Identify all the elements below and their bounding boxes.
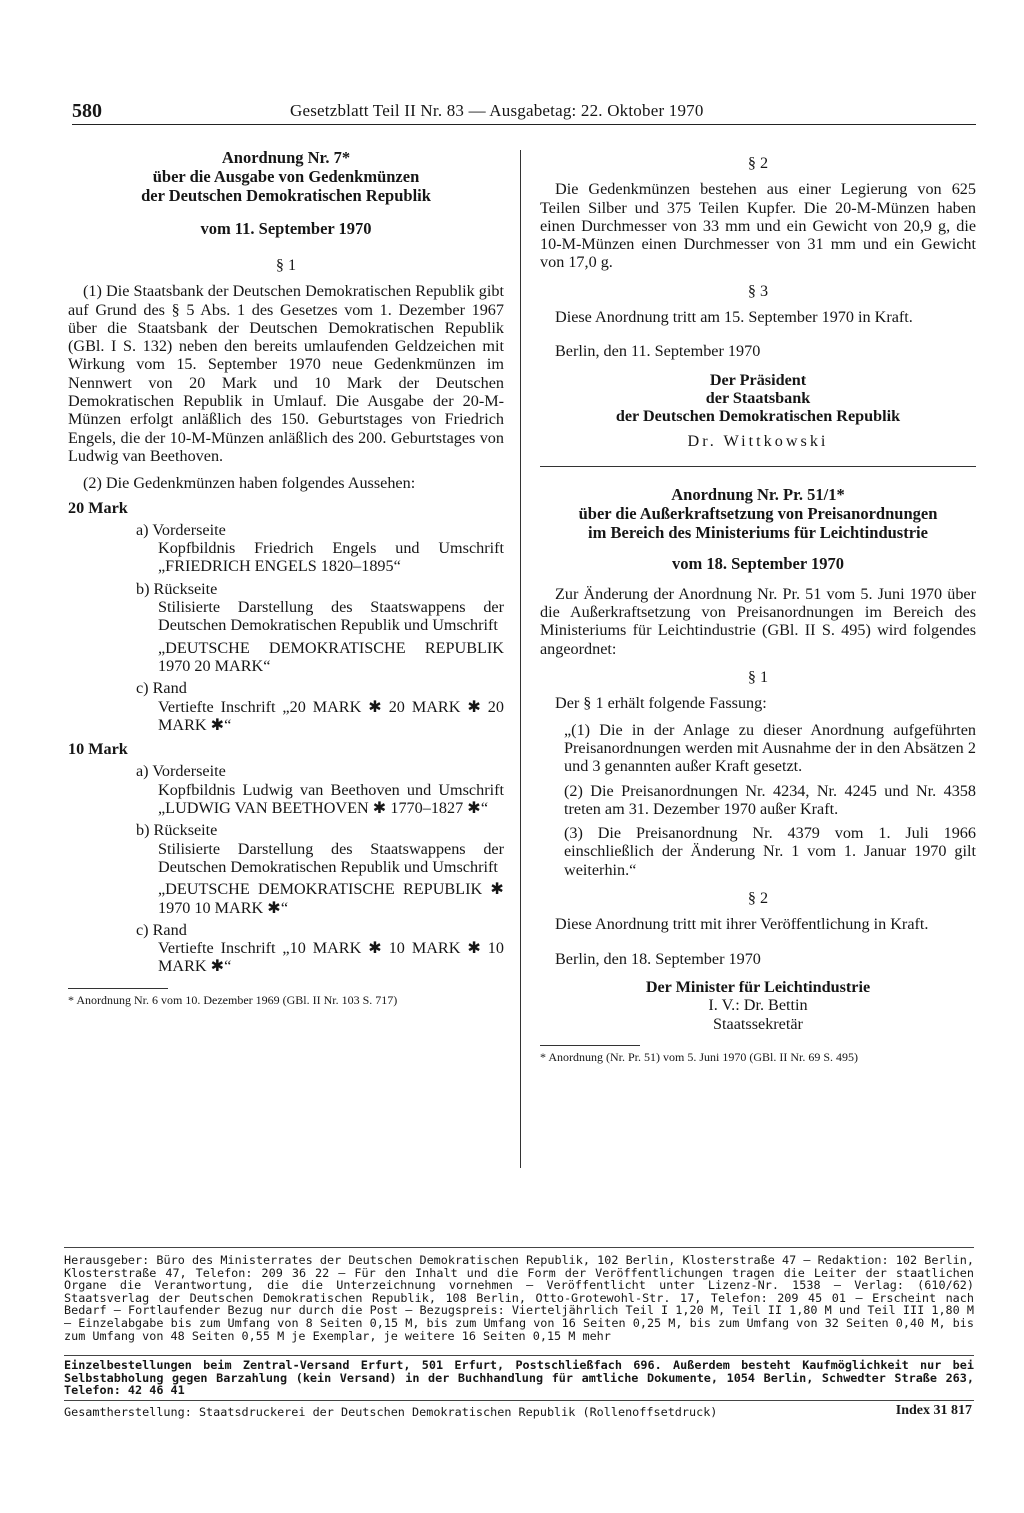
decree-51-signatory-2: I. V.: Dr. Bettin xyxy=(708,996,808,1015)
coin-10-reverse-label: b) Rückseite xyxy=(136,821,218,840)
imprint-rule-top xyxy=(64,1247,974,1248)
imprint-publisher: Herausgeber: Büro des Ministerrates der Deutschen Demokratischen Republik, 102 Berlin, Klosterstraße 47 — Redaktion: 102 Berlin, Klosterstraße 47, Telefon: 209 36 22 — Für den Inhalt und die Form der Veröffentlichungen tragen die Leiter der staatlichen Organe die Verantwortung, die die Unterzeichnung vornehmen — Veröffentlicht unter Lizenz-Nr. 1538 — Verlag: (610/62) Staatsverlag der Deutschen Demokratischen Republik, 108 Berlin, Otto-Grotewohl-Str. 17, Telefon: 209 45 01 — Erscheint nach Bedarf — Fortlaufender Bezug nur durch die Post — Bezugspreis: Vierteljährlich Teil I 1,20 M, Teil II 1,80 M und Teil III 1,80 M — Einzelabgabe bis zum Umfang von 8 Seiten 0,15 M, bis zum Umfang von 16 Seiten 0,25 M, bis zum Umfang von 32 Seiten 0,40 M, bis zum Umfang von 48 Seiten 0,55 M je Exemplar, je weitere 16 Seiten 0,15 M mehr xyxy=(64,1253,974,1343)
coin-20-edge-label: c) Rand xyxy=(136,679,187,698)
decree-51-quote-1: „(1) Die in der Anlage zu dieser Anordnung aufgeführten Preisanordnungen werden mit Ausnahme der in den Absätzen 2 und 3 genannten außer Kraft gesetzt. xyxy=(564,720,976,776)
decree-7-title-line-2: über die Ausgabe von Gedenkmünzen xyxy=(152,167,420,186)
imprint-printer: Gesamtherstellung: Staatsdruckerei der Deutschen Demokratischen Republik (Rollenoffsetdruck) xyxy=(64,1405,718,1419)
decree-51-section-2-heading: § 2 xyxy=(747,889,769,908)
decree-7-place-date: Berlin, den 11. September 1970 xyxy=(555,342,761,361)
coin-20-obverse-label: a) Vorderseite xyxy=(136,520,226,539)
decree-7-section-1-heading: § 1 xyxy=(275,256,297,274)
coin-20-edge-text: Vertiefte Inschrift „20 MARK ✱ 20 MARK ✱ 20 MARK ✱“ xyxy=(158,697,504,734)
decree-7-signatory-3: der Deutschen Demokratischen Republik xyxy=(615,407,901,426)
decree-51-signatory-1: Der Minister für Leichtindustrie xyxy=(645,977,871,996)
decree-51-place-date: Berlin, den 18. September 1970 xyxy=(555,949,761,968)
decree-51-title-line-2: über die Außerkraftsetzung von Preisanordnungen xyxy=(578,503,938,523)
running-head: Gesetzblatt Teil II Nr. 83 — Ausgabetag: 22. Oktober 1970 xyxy=(290,101,704,120)
decree-7-paragraph-1: (1) Die Staatsbank der Deutschen Demokratischen Republik gibt auf Grund des § 5 Abs. 1 des Gesetzes vom 1. Dezember 1967 über die Staatsbank der Deutschen Demokratischen Republik (GBl. I S. 132) neben den bereits umlaufenden Geldzeichen mit Wirkung vom 15. September 1970 neue Gedenkmünzen im Nennwert von 20 Mark und 10 Mark der Deutschen Demokratischen Republik in Umlauf. Die Ausgabe der 20-M-Münzen erfolgt anläßlich des 150. Geburtstages von Friedrich Engels, die der 10-M-Münzen anläßlich des 200. Geburtstages von Ludwig van Beethoven. xyxy=(68,282,504,465)
decree-7-signature-name: Dr. Wittkowski xyxy=(687,431,829,450)
footnote-rule xyxy=(540,1045,640,1046)
imprint-orders: Einzelbestellungen beim Zentral-Versand Erfurt, 501 Erfurt, Postschließfach 696. Außerdem besteht Kaufmöglichkeit nur bei Selbstabholung gegen Barzahlung (kein Versand) in der Buchhandlung für amtliche Dokumente, 1054 Berlin, Schwedter Straße 263, Telefon: 42 46 41 xyxy=(64,1358,974,1398)
imprint-rule-middle xyxy=(64,1355,974,1356)
decree-51-quote-3: (3) Die Preisanordnung Nr. 4379 vom 1. Juli 1966 einschließlich der Änderung Nr. 1 vom 1. Januar 1970 gilt weiterhin.“ xyxy=(564,824,976,879)
coin-20-reverse-text: Stilisierte Darstellung des Staatswappens der Deutschen Demokratischen Republik und Umschrift xyxy=(158,598,504,635)
page-number: 580 xyxy=(72,100,102,122)
decree-7-section-3-heading: § 3 xyxy=(747,281,769,300)
decree-7-section-2-text: Die Gedenkmünzen bestehen aus einer Legierung von 625 Teilen Silber und 375 Teilen Kupfer. Die 20-M-Münzen haben einen Durchmesser von 33 mm und ein Gewicht von 20,9 g, die 10-M-Münzen einen Durchmesser von 31 mm und ein Gewicht von 17,0 g. xyxy=(540,180,976,272)
coin-10-obverse-text: Kopfbildnis Ludwig van Beethoven und Umschrift „LUDWIG VAN BEETHOVEN ✱ 1770–1827 ✱“ xyxy=(158,780,504,818)
footnote-rule xyxy=(68,988,168,989)
coin-10-reverse-inscription: „DEUTSCHE DEMOKRATISCHE REPUBLIK ✱ 1970 10 MARK ✱“ xyxy=(158,880,504,917)
decree-7-title-line-1: Anordnung Nr. 7* xyxy=(221,148,351,167)
index-number: Index 31 817 xyxy=(895,1403,972,1418)
coin-10-mark-heading: 10 Mark xyxy=(68,740,128,759)
coin-10-edge-label: c) Rand xyxy=(136,920,187,939)
decree-51-title-line-1: Anordnung Nr. Pr. 51/1* xyxy=(671,484,845,504)
decree-7-paragraph-2: (2) Die Gedenkmünzen haben folgendes Aussehen: xyxy=(83,474,416,493)
decree-7-date: vom 11. September 1970 xyxy=(200,219,372,238)
decree-51-signatory-3: Staatssekretär xyxy=(713,1014,803,1033)
decree-51-date: vom 18. September 1970 xyxy=(671,553,844,573)
decree-51-title-line-3: im Bereich des Ministeriums für Leichtindustrie xyxy=(588,522,928,542)
right-column xyxy=(540,148,976,1064)
decree-51-intro: Zur Änderung der Anordnung Nr. Pr. 51 vom 5. Juni 1970 über die Außerkraftsetzung von Preisanordnungen im Bereich des Ministeriums für Leichtindustrie (GBl. II S. 495) wird folgendes angeordnet: xyxy=(540,584,976,658)
coin-10-edge-text: Vertiefte Inschrift „10 MARK ✱ 10 MARK ✱ 10 MARK ✱“ xyxy=(158,939,504,976)
decree-7-section-3-text: Diese Anordnung tritt am 15. September 1970 in Kraft. xyxy=(555,308,913,327)
decree-7-signatory-2: der Staatsbank xyxy=(705,388,811,407)
decree-7-section-2-heading: § 2 xyxy=(747,154,769,172)
left-column xyxy=(68,148,504,1007)
decree-7-footnote: * Anordnung Nr. 6 vom 10. Dezember 1969 (GBl. II Nr. 103 S. 717) xyxy=(68,992,398,1007)
decree-separator xyxy=(540,466,976,467)
column-divider xyxy=(520,150,521,1168)
coin-20-mark-heading: 20 Mark xyxy=(68,498,128,517)
decree-51-section-1-heading: § 1 xyxy=(747,668,769,687)
imprint-rule-bottom xyxy=(64,1400,974,1401)
coin-10-reverse-text: Stilisierte Darstellung des Staatswappens der Deutschen Demokratischen Republik und Umschrift xyxy=(158,839,504,876)
coin-20-reverse-inscription: „DEUTSCHE DEMOKRATISCHE REPUBLIK 1970 20 MARK“ xyxy=(158,638,504,675)
decree-51-section-2-text: Diese Anordnung tritt mit ihrer Veröffentlichung in Kraft. xyxy=(555,915,929,934)
decree-51-section-1-text: Der § 1 erhält folgende Fassung: xyxy=(555,694,767,713)
decree-51-quote-2: (2) Die Preisanordnungen Nr. 4234, Nr. 4245 und Nr. 4358 treten am 31. Dezember 1970 außer Kraft. xyxy=(564,781,976,818)
decree-7-signatory-1: Der Präsident xyxy=(709,370,807,389)
page-header xyxy=(72,98,976,125)
coin-20-reverse-label: b) Rückseite xyxy=(136,579,218,598)
decree-7-title-line-3: der Deutschen Demokratischen Republik xyxy=(141,186,431,205)
decree-51-footnote: * Anordnung (Nr. Pr. 51) vom 5. Juni 1970 (GBl. II Nr. 69 S. 495) xyxy=(540,1049,858,1064)
coin-10-obverse-label: a) Vorderseite xyxy=(136,762,226,781)
coin-20-obverse-text: Kopfbildnis Friedrich Engels und Umschrift „FRIEDRICH ENGELS 1820–1895“ xyxy=(158,539,504,576)
